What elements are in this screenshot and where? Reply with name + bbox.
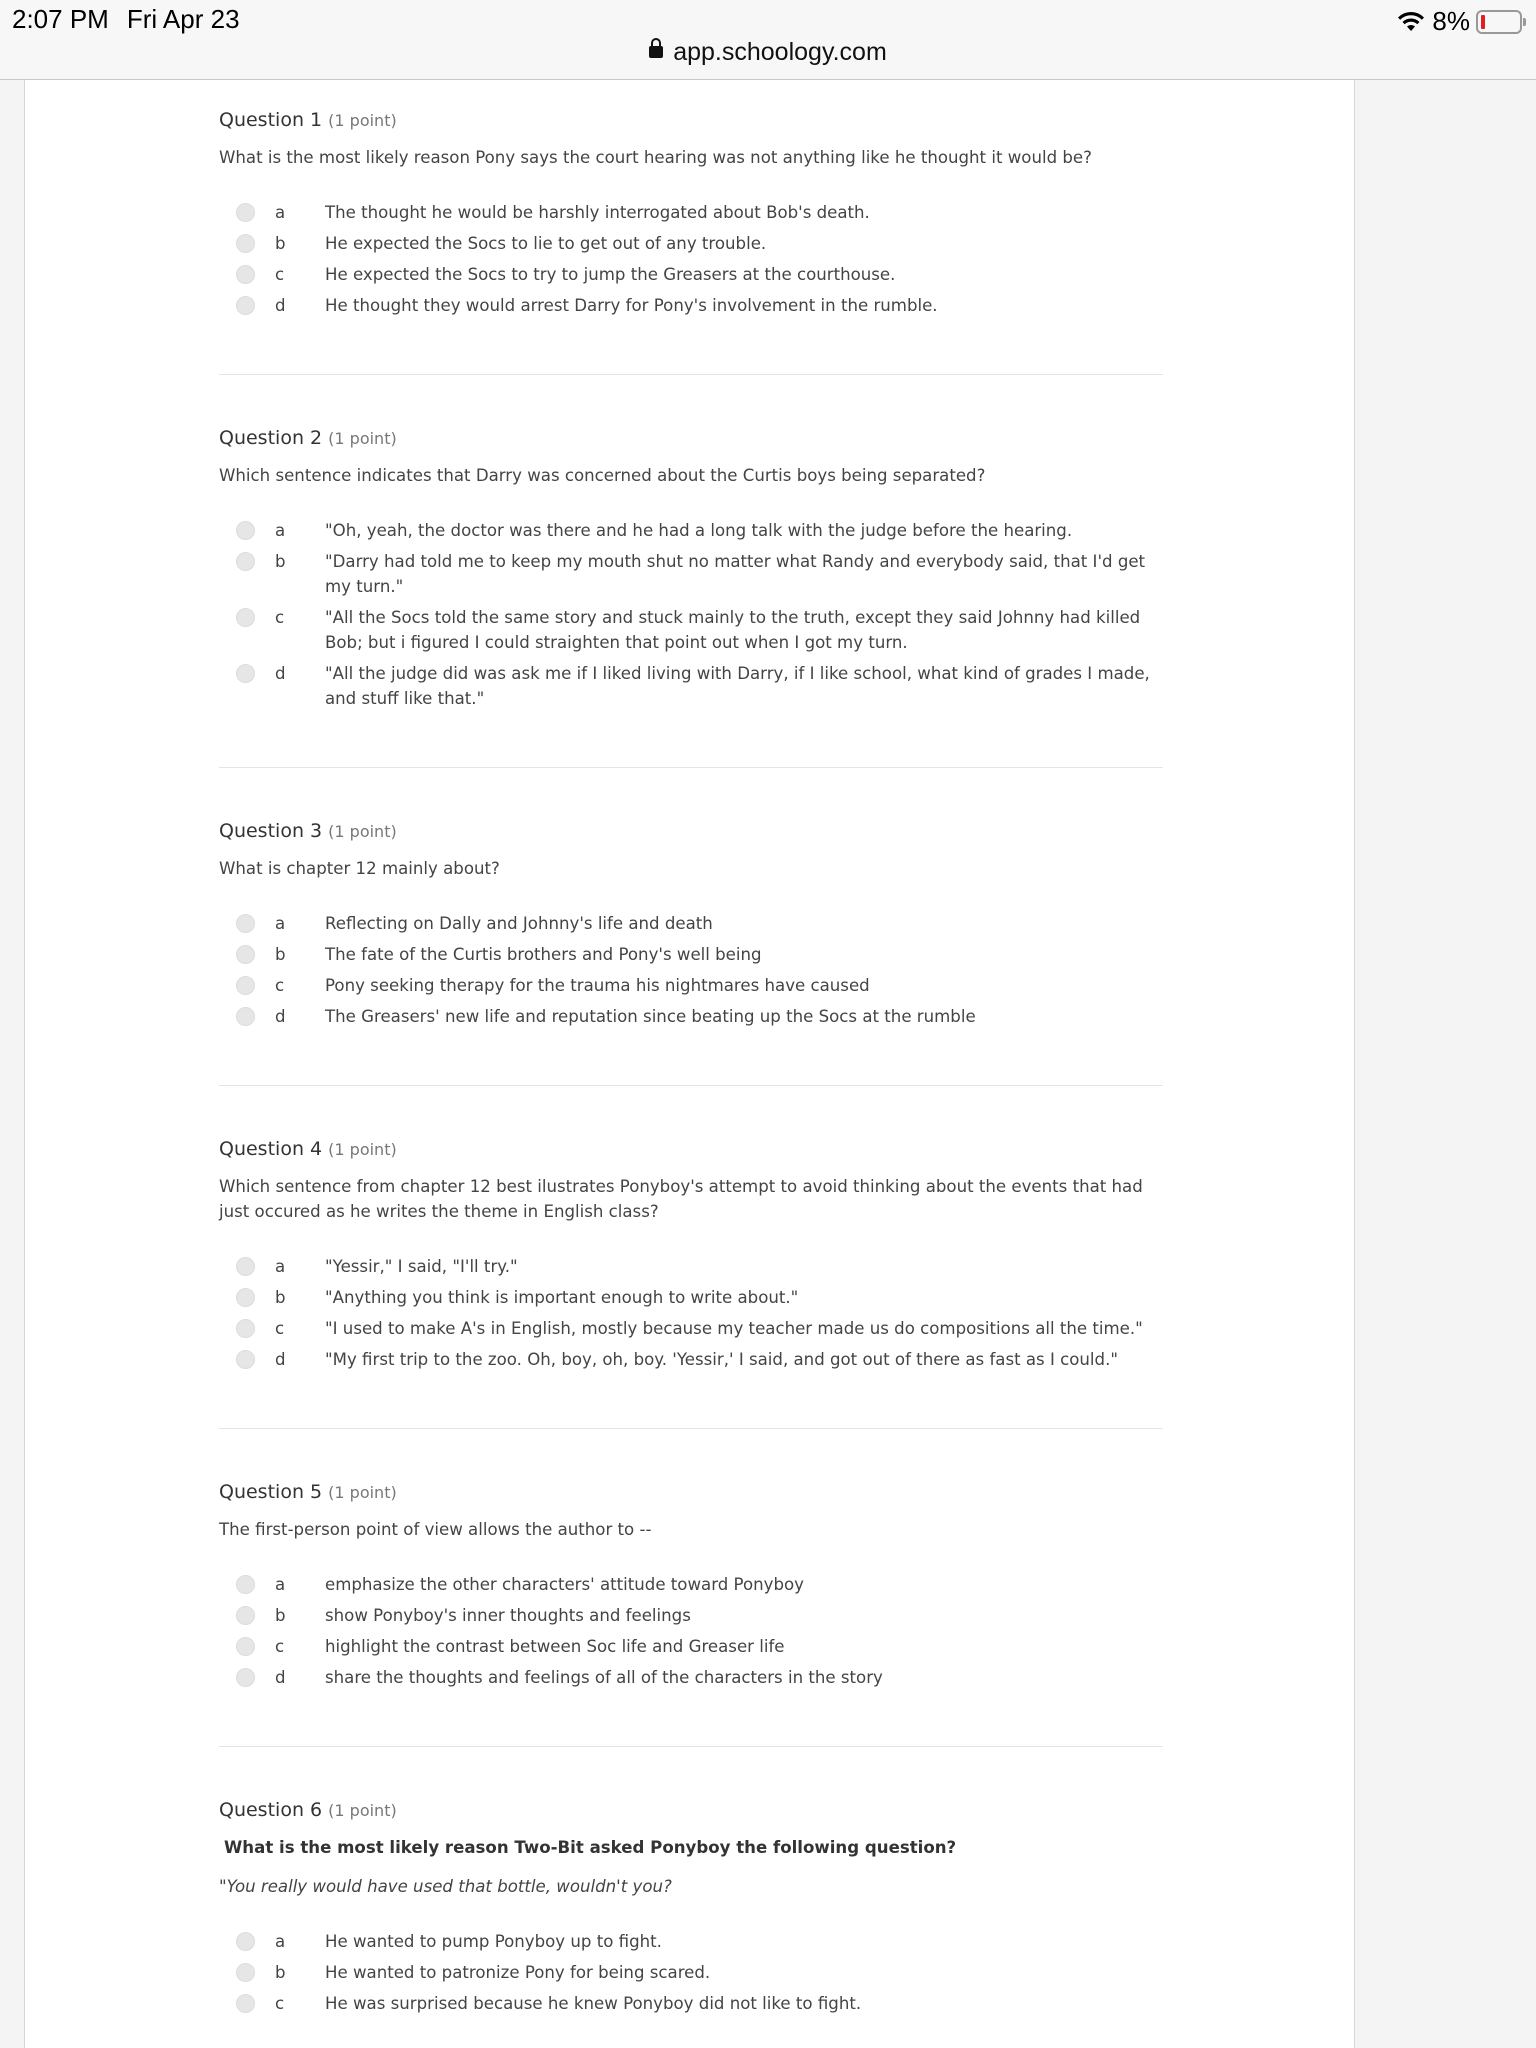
choice-option[interactable]: [219, 1991, 1163, 2016]
choice-text: He was surprised because he knew Ponyboy did not like to fight.: [325, 1994, 862, 2013]
question-label: Question 3: [219, 820, 323, 842]
choice-text: "Darry had told me to keep my mouth shut no matter what Randy and everybody said, that I'd get my turn.": [325, 552, 1146, 596]
assessment-page: [24, 80, 1355, 2048]
question-2: [219, 424, 1163, 768]
question-label: Question 5: [219, 1481, 323, 1503]
choice-option[interactable]: [219, 231, 1163, 256]
radio-button[interactable]: [236, 608, 255, 627]
radio-button[interactable]: [236, 234, 255, 253]
radio-button[interactable]: [236, 265, 255, 284]
choice-option[interactable]: [219, 518, 1163, 543]
choice-list: [219, 1572, 1163, 1690]
choice-letter: d: [275, 1350, 286, 1369]
choice-letter: b: [275, 945, 286, 964]
choice-text: show Ponyboy's inner thoughts and feelings: [325, 1606, 691, 1625]
choice-letter: c: [275, 1319, 285, 1338]
question-text: What is chapter 12 mainly about?: [219, 859, 500, 878]
choice-option[interactable]: [219, 1665, 1163, 1690]
choice-text: Pony seeking therapy for the trauma his nightmares have caused: [325, 976, 870, 995]
choice-option[interactable]: [219, 1347, 1163, 1372]
question-points: (1 point): [328, 111, 397, 130]
choice-letter: a: [275, 1575, 286, 1594]
choice-option[interactable]: [219, 1285, 1163, 1310]
choice-text: "Oh, yeah, the doctor was there and he had a long talk with the judge before the hearing.: [325, 521, 1073, 540]
choice-option[interactable]: [219, 1929, 1163, 1954]
choice-option[interactable]: [219, 200, 1163, 225]
question-title: [219, 106, 1163, 135]
choice-list: [219, 1929, 1163, 2016]
radio-button[interactable]: [236, 552, 255, 571]
clock-date: Fri Apr 23: [126, 4, 240, 34]
question-title: [219, 1135, 1163, 1164]
question-label: Question 6: [219, 1799, 323, 1821]
choice-option[interactable]: [219, 605, 1163, 655]
choice-letter: c: [275, 1994, 285, 2013]
choice-option[interactable]: [219, 942, 1163, 967]
status-time: [12, 4, 258, 35]
question-points: (1 point): [328, 1801, 397, 1820]
radio-button[interactable]: [236, 945, 255, 964]
question-3: [219, 817, 1163, 1086]
radio-button[interactable]: [236, 521, 255, 540]
choice-option[interactable]: [219, 661, 1163, 711]
radio-button[interactable]: [236, 976, 255, 995]
radio-button[interactable]: [236, 1668, 255, 1687]
lock-icon: [649, 46, 663, 58]
choice-letter: a: [275, 914, 286, 933]
question-points: (1 point): [328, 822, 397, 841]
choice-letter: a: [275, 203, 286, 222]
choice-letter: d: [275, 1668, 286, 1687]
radio-button[interactable]: [236, 296, 255, 315]
address-bar[interactable]: [0, 38, 1536, 67]
choice-text: "Yessir," I said, "I'll try.": [325, 1257, 518, 1276]
radio-button[interactable]: [236, 1637, 255, 1656]
choice-text: The fate of the Curtis brothers and Pony's well being: [325, 945, 762, 964]
choice-letter: c: [275, 608, 285, 627]
choice-text: "All the judge did was ask me if I liked living with Darry, if I like school, what kind of grades I made, and stuff like that.": [325, 664, 1150, 708]
choice-text: The thought he would be harshly interrogated about Bob's death.: [325, 203, 870, 222]
question-5: [219, 1478, 1163, 1747]
radio-button[interactable]: [236, 1319, 255, 1338]
choice-letter: d: [275, 1007, 286, 1026]
question-list: [219, 106, 1163, 2048]
radio-button[interactable]: [236, 1288, 255, 1307]
wifi-icon: [1396, 10, 1426, 34]
question-1: [219, 106, 1163, 375]
choice-option[interactable]: [219, 911, 1163, 936]
choice-option[interactable]: [219, 1960, 1163, 1985]
question-points: (1 point): [328, 1483, 397, 1502]
choice-letter: a: [275, 1257, 286, 1276]
question-points: (1 point): [328, 429, 397, 448]
choice-text: emphasize the other characters' attitude toward Ponyboy: [325, 1575, 804, 1594]
choice-list: [219, 518, 1163, 711]
choice-letter: b: [275, 1606, 286, 1625]
radio-button[interactable]: [236, 1575, 255, 1594]
choice-option[interactable]: [219, 1634, 1163, 1659]
question-text: What is the most likely reason Pony says the court hearing was not anything like he thought it would be?: [219, 148, 1092, 167]
choice-option[interactable]: [219, 1254, 1163, 1279]
choice-list: [219, 200, 1163, 318]
choice-letter: d: [275, 664, 286, 683]
question-text: What is the most likely reason Two-Bit asked Ponyboy the following question?: [224, 1838, 957, 1857]
choice-text: "Anything you think is important enough to write about.": [325, 1288, 799, 1307]
choice-list: [219, 1254, 1163, 1372]
choice-option[interactable]: [219, 973, 1163, 998]
choice-option[interactable]: [219, 262, 1163, 287]
choice-text: "I used to make A's in English, mostly because my teacher made us do compositions all the time.": [325, 1319, 1143, 1338]
question-title: [219, 817, 1163, 846]
choice-list: [219, 911, 1163, 1029]
question-text: The first-person point of view allows the author to --: [219, 1520, 652, 1539]
battery-percent: 8%: [1432, 6, 1470, 36]
choice-text: He expected the Socs to try to jump the Greasers at the courthouse.: [325, 265, 896, 284]
status-bar: [0, 0, 1536, 80]
clock-time: 2:07 PM: [12, 4, 109, 34]
status-indicators: [1396, 6, 1522, 37]
question-text: Which sentence from chapter 12 best ilustrates Ponyboy's attempt to avoid thinking about the events that had just occured as he writes the theme in English class?: [219, 1177, 1143, 1221]
choice-option[interactable]: [219, 293, 1163, 318]
question-label: Question 1: [219, 109, 323, 131]
radio-button[interactable]: [236, 1007, 255, 1026]
question-text: Which sentence indicates that Darry was concerned about the Curtis boys being separated?: [219, 466, 986, 485]
radio-button[interactable]: [236, 1932, 255, 1951]
choice-letter: c: [275, 976, 285, 995]
question-label: Question 2: [219, 427, 323, 449]
question-points: (1 point): [328, 1140, 397, 1159]
choice-letter: c: [275, 265, 285, 284]
choice-letter: d: [275, 296, 286, 315]
choice-letter: b: [275, 1288, 286, 1307]
choice-text: He expected the Socs to lie to get out of any trouble.: [325, 234, 767, 253]
radio-button[interactable]: [236, 1994, 255, 2013]
choice-text: share the thoughts and feelings of all of the characters in the story: [325, 1668, 883, 1687]
radio-button[interactable]: [236, 1350, 255, 1369]
choice-option[interactable]: [219, 1603, 1163, 1628]
choice-letter: a: [275, 521, 286, 540]
choice-text: He thought they would arrest Darry for Pony's involvement in the rumble.: [325, 296, 938, 315]
choice-option[interactable]: [219, 1572, 1163, 1597]
radio-button[interactable]: [236, 664, 255, 683]
radio-button[interactable]: [236, 1606, 255, 1625]
radio-button[interactable]: [236, 1963, 255, 1982]
question-title: [219, 1478, 1163, 1507]
choice-option[interactable]: [219, 1004, 1163, 1029]
question-title: [219, 1796, 1163, 1825]
choice-letter: b: [275, 1963, 286, 1982]
battery-icon: [1476, 10, 1522, 34]
question-title: [219, 424, 1163, 453]
question-4: [219, 1135, 1163, 1429]
choice-letter: b: [275, 234, 286, 253]
choice-letter: c: [275, 1637, 285, 1656]
question-quote: "You really would have used that bottle, wouldn't you?: [219, 1877, 672, 1896]
url-text: app.schoology.com: [673, 38, 887, 66]
choice-text: He wanted to pump Ponyboy up to fight.: [325, 1932, 662, 1951]
question-label: Question 4: [219, 1138, 323, 1160]
choice-text: Reflecting on Dally and Johnny's life and death: [325, 914, 713, 933]
choice-text: "All the Socs told the same story and stuck mainly to the truth, except they said Johnny had killed Bob; but i figured I could straighten that point out when I got my turn.: [325, 608, 1141, 652]
choice-text: "My first trip to the zoo. Oh, boy, oh, boy. 'Yessir,' I said, and got out of there as fast as I could.": [325, 1350, 1118, 1369]
choice-option[interactable]: [219, 1316, 1163, 1341]
choice-text: highlight the contrast between Soc life and Greaser life: [325, 1637, 785, 1656]
choice-text: He wanted to patronize Pony for being scared.: [325, 1963, 711, 1982]
choice-option[interactable]: [219, 549, 1163, 599]
radio-button[interactable]: [236, 1257, 255, 1276]
choice-letter: b: [275, 552, 286, 571]
radio-button[interactable]: [236, 914, 255, 933]
question-6: [219, 1796, 1163, 2048]
choice-letter: a: [275, 1932, 286, 1951]
choice-text: The Greasers' new life and reputation since beating up the Socs at the rumble: [325, 1007, 976, 1026]
radio-button[interactable]: [236, 203, 255, 222]
